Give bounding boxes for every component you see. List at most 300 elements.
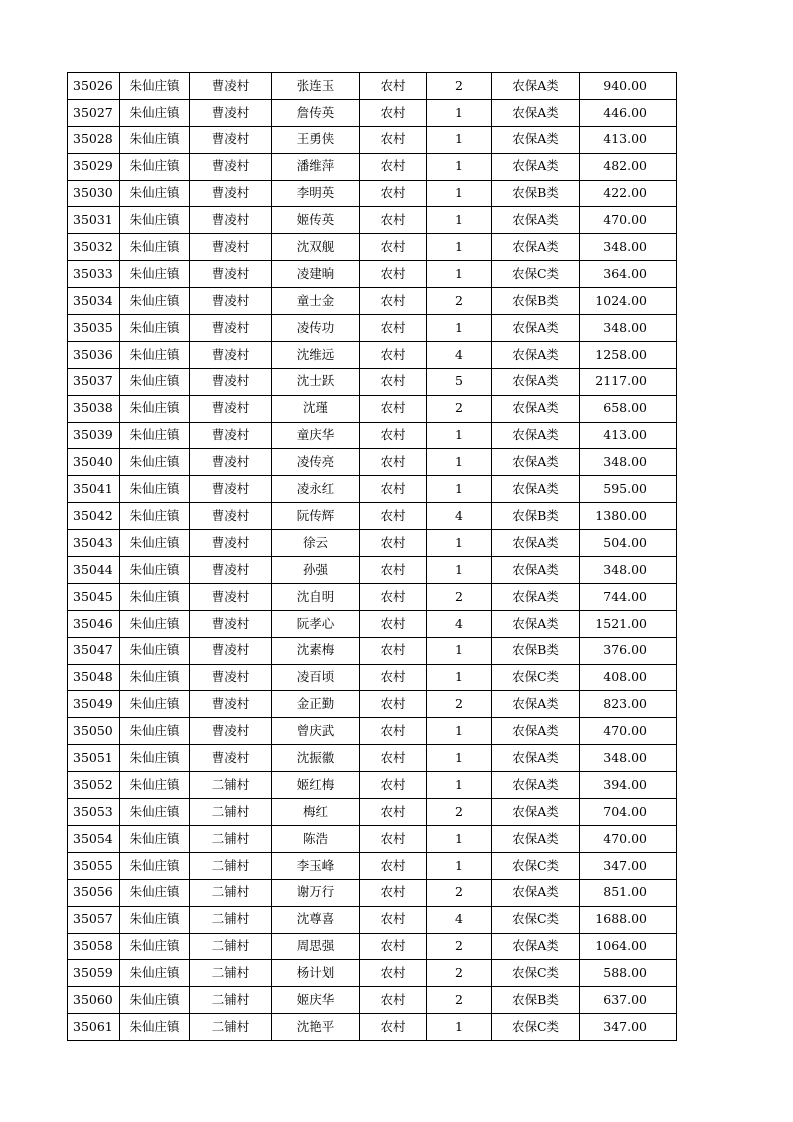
amount-cell: 376.00 <box>580 637 677 664</box>
household-size-cell: 4 <box>427 610 492 637</box>
town-cell: 朱仙庄镇 <box>120 664 190 691</box>
area-cell: 农村 <box>360 825 427 852</box>
amount-cell: 413.00 <box>580 422 677 449</box>
insurance-type-cell: 农保B类 <box>492 637 580 664</box>
village-cell: 曹凌村 <box>190 261 272 288</box>
village-cell: 曹凌村 <box>190 476 272 503</box>
amount-cell: 1521.00 <box>580 610 677 637</box>
name-cell: 王勇侠 <box>272 126 360 153</box>
town-cell: 朱仙庄镇 <box>120 234 190 261</box>
area-cell: 农村 <box>360 99 427 126</box>
village-cell: 曹凌村 <box>190 153 272 180</box>
amount-cell: 940.00 <box>580 73 677 100</box>
insurance-type-cell: 农保A类 <box>492 799 580 826</box>
village-cell: 曹凌村 <box>190 207 272 234</box>
name-cell: 凌传亮 <box>272 449 360 476</box>
name-cell: 金正勤 <box>272 691 360 718</box>
town-cell: 朱仙庄镇 <box>120 637 190 664</box>
village-cell: 曹凌村 <box>190 315 272 342</box>
insurance-type-cell: 农保A类 <box>492 610 580 637</box>
record-id-cell: 35046 <box>68 610 120 637</box>
village-cell: 二铺村 <box>190 906 272 933</box>
area-cell: 农村 <box>360 422 427 449</box>
table-row <box>68 530 677 557</box>
table-row <box>68 126 677 153</box>
area-cell: 农村 <box>360 664 427 691</box>
name-cell: 沈素梅 <box>272 637 360 664</box>
name-cell: 詹传英 <box>272 99 360 126</box>
area-cell: 农村 <box>360 610 427 637</box>
amount-cell: 348.00 <box>580 557 677 584</box>
household-size-cell: 1 <box>427 825 492 852</box>
records-table-body <box>68 73 677 1041</box>
village-cell: 曹凌村 <box>190 664 272 691</box>
village-cell: 曹凌村 <box>190 530 272 557</box>
amount-cell: 446.00 <box>580 99 677 126</box>
household-size-cell: 1 <box>427 99 492 126</box>
town-cell: 朱仙庄镇 <box>120 476 190 503</box>
area-cell: 农村 <box>360 557 427 584</box>
area-cell: 农村 <box>360 987 427 1014</box>
amount-cell: 704.00 <box>580 799 677 826</box>
village-cell: 二铺村 <box>190 1014 272 1041</box>
record-id-cell: 35048 <box>68 664 120 691</box>
table-row <box>68 718 677 745</box>
table-row <box>68 288 677 315</box>
area-cell: 农村 <box>360 395 427 422</box>
name-cell: 谢万行 <box>272 879 360 906</box>
record-id-cell: 35045 <box>68 583 120 610</box>
name-cell: 孙强 <box>272 557 360 584</box>
amount-cell: 348.00 <box>580 449 677 476</box>
amount-cell: 595.00 <box>580 476 677 503</box>
name-cell: 沈自明 <box>272 583 360 610</box>
name-cell: 沈振徽 <box>272 745 360 772</box>
name-cell: 梅红 <box>272 799 360 826</box>
amount-cell: 1064.00 <box>580 933 677 960</box>
household-size-cell: 1 <box>427 261 492 288</box>
insurance-type-cell: 农保A类 <box>492 772 580 799</box>
record-id-cell: 35050 <box>68 718 120 745</box>
area-cell: 农村 <box>360 1014 427 1041</box>
town-cell: 朱仙庄镇 <box>120 879 190 906</box>
insurance-type-cell: 农保A类 <box>492 207 580 234</box>
name-cell: 童庆华 <box>272 422 360 449</box>
insurance-type-cell: 农保A类 <box>492 341 580 368</box>
record-id-cell: 35031 <box>68 207 120 234</box>
village-cell: 曹凌村 <box>190 368 272 395</box>
insurance-type-cell: 农保A类 <box>492 126 580 153</box>
name-cell: 李明英 <box>272 180 360 207</box>
amount-cell: 1688.00 <box>580 906 677 933</box>
area-cell: 农村 <box>360 207 427 234</box>
amount-cell: 470.00 <box>580 207 677 234</box>
town-cell: 朱仙庄镇 <box>120 341 190 368</box>
area-cell: 农村 <box>360 449 427 476</box>
town-cell: 朱仙庄镇 <box>120 718 190 745</box>
amount-cell: 744.00 <box>580 583 677 610</box>
table-row <box>68 610 677 637</box>
name-cell: 童士金 <box>272 288 360 315</box>
town-cell: 朱仙庄镇 <box>120 261 190 288</box>
town-cell: 朱仙庄镇 <box>120 1014 190 1041</box>
household-size-cell: 2 <box>427 583 492 610</box>
town-cell: 朱仙庄镇 <box>120 368 190 395</box>
household-size-cell: 1 <box>427 449 492 476</box>
record-id-cell: 35039 <box>68 422 120 449</box>
area-cell: 农村 <box>360 718 427 745</box>
insurance-type-cell: 农保A类 <box>492 933 580 960</box>
record-id-cell: 35040 <box>68 449 120 476</box>
household-size-cell: 5 <box>427 368 492 395</box>
table-row <box>68 906 677 933</box>
insurance-type-cell: 农保C类 <box>492 1014 580 1041</box>
amount-cell: 408.00 <box>580 664 677 691</box>
town-cell: 朱仙庄镇 <box>120 73 190 100</box>
record-id-cell: 35056 <box>68 879 120 906</box>
record-id-cell: 35057 <box>68 906 120 933</box>
town-cell: 朱仙庄镇 <box>120 126 190 153</box>
record-id-cell: 35043 <box>68 530 120 557</box>
insurance-type-cell: 农保B类 <box>492 503 580 530</box>
household-size-cell: 1 <box>427 1014 492 1041</box>
insurance-type-cell: 农保A类 <box>492 395 580 422</box>
name-cell: 姬庆华 <box>272 987 360 1014</box>
table-row <box>68 261 677 288</box>
village-cell: 曹凌村 <box>190 745 272 772</box>
name-cell: 徐云 <box>272 530 360 557</box>
town-cell: 朱仙庄镇 <box>120 610 190 637</box>
amount-cell: 823.00 <box>580 691 677 718</box>
insurance-type-cell: 农保A类 <box>492 879 580 906</box>
town-cell: 朱仙庄镇 <box>120 906 190 933</box>
name-cell: 周思强 <box>272 933 360 960</box>
insurance-type-cell: 农保C类 <box>492 906 580 933</box>
village-cell: 曹凌村 <box>190 126 272 153</box>
table-row <box>68 395 677 422</box>
town-cell: 朱仙庄镇 <box>120 153 190 180</box>
area-cell: 农村 <box>360 583 427 610</box>
table-row <box>68 852 677 879</box>
town-cell: 朱仙庄镇 <box>120 503 190 530</box>
record-id-cell: 35041 <box>68 476 120 503</box>
household-size-cell: 1 <box>427 153 492 180</box>
table-row <box>68 933 677 960</box>
insurance-type-cell: 农保A类 <box>492 153 580 180</box>
town-cell: 朱仙庄镇 <box>120 449 190 476</box>
village-cell: 二铺村 <box>190 825 272 852</box>
town-cell: 朱仙庄镇 <box>120 987 190 1014</box>
table-row <box>68 664 677 691</box>
household-size-cell: 1 <box>427 664 492 691</box>
record-id-cell: 35042 <box>68 503 120 530</box>
table-row <box>68 315 677 342</box>
household-size-cell: 1 <box>427 207 492 234</box>
table-row <box>68 153 677 180</box>
town-cell: 朱仙庄镇 <box>120 799 190 826</box>
insurance-type-cell: 农保A类 <box>492 449 580 476</box>
record-id-cell: 35026 <box>68 73 120 100</box>
record-id-cell: 35030 <box>68 180 120 207</box>
table-row <box>68 825 677 852</box>
household-size-cell: 2 <box>427 933 492 960</box>
name-cell: 沈瑾 <box>272 395 360 422</box>
table-row <box>68 691 677 718</box>
insurance-type-cell: 农保A类 <box>492 691 580 718</box>
insurance-type-cell: 农保A类 <box>492 825 580 852</box>
town-cell: 朱仙庄镇 <box>120 772 190 799</box>
town-cell: 朱仙庄镇 <box>120 960 190 987</box>
household-size-cell: 4 <box>427 906 492 933</box>
record-id-cell: 35034 <box>68 288 120 315</box>
area-cell: 农村 <box>360 933 427 960</box>
insurance-type-cell: 农保C类 <box>492 960 580 987</box>
area-cell: 农村 <box>360 126 427 153</box>
name-cell: 沈双舰 <box>272 234 360 261</box>
record-id-cell: 35029 <box>68 153 120 180</box>
village-cell: 二铺村 <box>190 799 272 826</box>
table-row <box>68 368 677 395</box>
household-size-cell: 1 <box>427 772 492 799</box>
amount-cell: 413.00 <box>580 126 677 153</box>
name-cell: 阮传辉 <box>272 503 360 530</box>
town-cell: 朱仙庄镇 <box>120 99 190 126</box>
town-cell: 朱仙庄镇 <box>120 557 190 584</box>
record-id-cell: 35036 <box>68 341 120 368</box>
amount-cell: 658.00 <box>580 395 677 422</box>
household-size-cell: 1 <box>427 476 492 503</box>
name-cell: 阮孝心 <box>272 610 360 637</box>
area-cell: 农村 <box>360 476 427 503</box>
household-size-cell: 2 <box>427 879 492 906</box>
area-cell: 农村 <box>360 691 427 718</box>
household-size-cell: 2 <box>427 799 492 826</box>
area-cell: 农村 <box>360 745 427 772</box>
table-row <box>68 99 677 126</box>
household-size-cell: 1 <box>427 234 492 261</box>
town-cell: 朱仙庄镇 <box>120 395 190 422</box>
area-cell: 农村 <box>360 852 427 879</box>
insurance-type-cell: 农保A类 <box>492 422 580 449</box>
area-cell: 农村 <box>360 906 427 933</box>
area-cell: 农村 <box>360 879 427 906</box>
insurance-type-cell: 农保A类 <box>492 99 580 126</box>
amount-cell: 482.00 <box>580 153 677 180</box>
town-cell: 朱仙庄镇 <box>120 691 190 718</box>
table-row <box>68 503 677 530</box>
name-cell: 沈尊喜 <box>272 906 360 933</box>
insurance-type-cell: 农保A类 <box>492 718 580 745</box>
insurance-type-cell: 农保A类 <box>492 530 580 557</box>
table-row <box>68 637 677 664</box>
record-id-cell: 35047 <box>68 637 120 664</box>
amount-cell: 470.00 <box>580 718 677 745</box>
amount-cell: 348.00 <box>580 315 677 342</box>
amount-cell: 347.00 <box>580 1014 677 1041</box>
insurance-type-cell: 农保A类 <box>492 476 580 503</box>
village-cell: 曹凌村 <box>190 73 272 100</box>
household-size-cell: 1 <box>427 557 492 584</box>
town-cell: 朱仙庄镇 <box>120 530 190 557</box>
village-cell: 二铺村 <box>190 852 272 879</box>
name-cell: 凌百顷 <box>272 664 360 691</box>
table-row <box>68 341 677 368</box>
name-cell: 潘维萍 <box>272 153 360 180</box>
village-cell: 曹凌村 <box>190 449 272 476</box>
town-cell: 朱仙庄镇 <box>120 825 190 852</box>
household-size-cell: 1 <box>427 126 492 153</box>
record-id-cell: 35053 <box>68 799 120 826</box>
village-cell: 二铺村 <box>190 772 272 799</box>
record-id-cell: 35060 <box>68 987 120 1014</box>
insurance-type-cell: 农保A类 <box>492 315 580 342</box>
amount-cell: 470.00 <box>580 825 677 852</box>
amount-cell: 347.00 <box>580 852 677 879</box>
amount-cell: 504.00 <box>580 530 677 557</box>
household-size-cell: 2 <box>427 395 492 422</box>
household-size-cell: 1 <box>427 315 492 342</box>
name-cell: 凌传功 <box>272 315 360 342</box>
name-cell: 陈浩 <box>272 825 360 852</box>
area-cell: 农村 <box>360 341 427 368</box>
amount-cell: 348.00 <box>580 745 677 772</box>
insurance-type-cell: 农保A类 <box>492 73 580 100</box>
household-size-cell: 1 <box>427 637 492 664</box>
area-cell: 农村 <box>360 315 427 342</box>
household-size-cell: 2 <box>427 288 492 315</box>
area-cell: 农村 <box>360 261 427 288</box>
village-cell: 曹凌村 <box>190 99 272 126</box>
household-size-cell: 2 <box>427 960 492 987</box>
town-cell: 朱仙庄镇 <box>120 180 190 207</box>
town-cell: 朱仙庄镇 <box>120 933 190 960</box>
insurance-type-cell: 农保C类 <box>492 852 580 879</box>
village-cell: 曹凌村 <box>190 637 272 664</box>
household-size-cell: 1 <box>427 852 492 879</box>
amount-cell: 394.00 <box>580 772 677 799</box>
area-cell: 农村 <box>360 180 427 207</box>
amount-cell: 1024.00 <box>580 288 677 315</box>
insurance-type-cell: 农保A类 <box>492 234 580 261</box>
record-id-cell: 35059 <box>68 960 120 987</box>
village-cell: 曹凌村 <box>190 691 272 718</box>
amount-cell: 588.00 <box>580 960 677 987</box>
village-cell: 曹凌村 <box>190 610 272 637</box>
name-cell: 沈士跃 <box>272 368 360 395</box>
record-id-cell: 35049 <box>68 691 120 718</box>
amount-cell: 364.00 <box>580 261 677 288</box>
insurance-type-cell: 农保A类 <box>492 368 580 395</box>
table-row <box>68 207 677 234</box>
name-cell: 凌建晌 <box>272 261 360 288</box>
table-row <box>68 73 677 100</box>
table-row <box>68 422 677 449</box>
household-size-cell: 1 <box>427 718 492 745</box>
town-cell: 朱仙庄镇 <box>120 852 190 879</box>
village-cell: 曹凌村 <box>190 422 272 449</box>
household-size-cell: 1 <box>427 422 492 449</box>
area-cell: 农村 <box>360 503 427 530</box>
village-cell: 曹凌村 <box>190 180 272 207</box>
village-cell: 曹凌村 <box>190 341 272 368</box>
record-id-cell: 35038 <box>68 395 120 422</box>
area-cell: 农村 <box>360 960 427 987</box>
amount-cell: 2117.00 <box>580 368 677 395</box>
household-size-cell: 1 <box>427 745 492 772</box>
name-cell: 曾庆武 <box>272 718 360 745</box>
town-cell: 朱仙庄镇 <box>120 422 190 449</box>
village-cell: 曹凌村 <box>190 395 272 422</box>
insurance-type-cell: 农保B类 <box>492 288 580 315</box>
records-table <box>67 72 677 1041</box>
area-cell: 农村 <box>360 153 427 180</box>
record-id-cell: 35033 <box>68 261 120 288</box>
village-cell: 二铺村 <box>190 960 272 987</box>
table-row <box>68 799 677 826</box>
area-cell: 农村 <box>360 530 427 557</box>
name-cell: 沈维远 <box>272 341 360 368</box>
record-id-cell: 35055 <box>68 852 120 879</box>
table-row <box>68 987 677 1014</box>
amount-cell: 1380.00 <box>580 503 677 530</box>
table-row <box>68 772 677 799</box>
village-cell: 曹凌村 <box>190 557 272 584</box>
record-id-cell: 35028 <box>68 126 120 153</box>
name-cell: 沈艳平 <box>272 1014 360 1041</box>
area-cell: 农村 <box>360 637 427 664</box>
amount-cell: 1258.00 <box>580 341 677 368</box>
village-cell: 曹凌村 <box>190 718 272 745</box>
village-cell: 曹凌村 <box>190 503 272 530</box>
table-row <box>68 879 677 906</box>
record-id-cell: 35027 <box>68 99 120 126</box>
table-row <box>68 557 677 584</box>
area-cell: 农村 <box>360 799 427 826</box>
record-id-cell: 35054 <box>68 825 120 852</box>
name-cell: 姬传英 <box>272 207 360 234</box>
town-cell: 朱仙庄镇 <box>120 207 190 234</box>
record-id-cell: 35032 <box>68 234 120 261</box>
village-cell: 曹凌村 <box>190 583 272 610</box>
household-size-cell: 2 <box>427 73 492 100</box>
town-cell: 朱仙庄镇 <box>120 315 190 342</box>
insurance-type-cell: 农保A类 <box>492 583 580 610</box>
amount-cell: 637.00 <box>580 987 677 1014</box>
insurance-type-cell: 农保A类 <box>492 557 580 584</box>
insurance-type-cell: 农保A类 <box>492 745 580 772</box>
area-cell: 农村 <box>360 73 427 100</box>
record-id-cell: 35044 <box>68 557 120 584</box>
village-cell: 二铺村 <box>190 987 272 1014</box>
household-size-cell: 4 <box>427 503 492 530</box>
household-size-cell: 2 <box>427 987 492 1014</box>
record-id-cell: 35035 <box>68 315 120 342</box>
table-row <box>68 449 677 476</box>
table-row <box>68 745 677 772</box>
household-size-cell: 1 <box>427 180 492 207</box>
area-cell: 农村 <box>360 234 427 261</box>
household-size-cell: 2 <box>427 691 492 718</box>
village-cell: 曹凌村 <box>190 234 272 261</box>
name-cell: 杨计划 <box>272 960 360 987</box>
record-id-cell: 35058 <box>68 933 120 960</box>
table-row <box>68 476 677 503</box>
village-cell: 二铺村 <box>190 879 272 906</box>
record-id-cell: 35037 <box>68 368 120 395</box>
household-size-cell: 1 <box>427 530 492 557</box>
insurance-type-cell: 农保B类 <box>492 180 580 207</box>
table-row <box>68 234 677 261</box>
